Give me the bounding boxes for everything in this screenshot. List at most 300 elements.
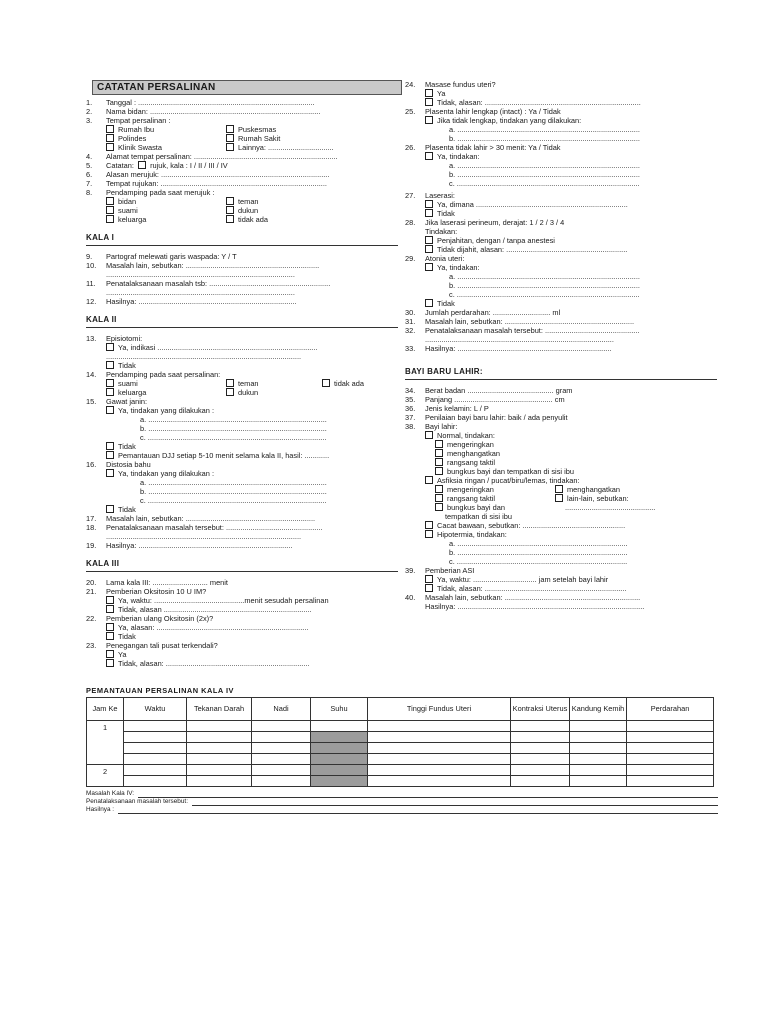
col-header: Perdarahan — [627, 698, 714, 721]
checkbox-bidan[interactable] — [106, 197, 114, 205]
option-label: Ya, tindakan: — [437, 263, 480, 272]
hasilnya-field[interactable] — [118, 806, 718, 814]
penatalaksanaan-field[interactable]: Penatalaksanaan masalah tersebut: .............................................. — [425, 326, 640, 335]
table-cell[interactable] — [570, 743, 627, 754]
checkbox-rumah-ibu[interactable] — [106, 125, 114, 133]
item-number: 37. — [405, 413, 416, 422]
table-cell[interactable] — [627, 776, 714, 787]
checkbox-menghangatkan[interactable] — [435, 449, 443, 457]
tindakan-b-field[interactable]: b. ....................................................................................... — [140, 487, 327, 496]
checkbox-episiotomi-ya[interactable] — [106, 343, 114, 351]
table-row — [87, 754, 714, 765]
alasan-merujuk-field[interactable]: Alasan merujuk: .................................................................................. — [106, 170, 330, 179]
penatalaksanaan-field[interactable]: Penatalaksanaan masalah tersebut: ............................................... — [106, 523, 323, 532]
checkbox-puskesmas[interactable] — [226, 125, 234, 133]
checkbox-asf-lain[interactable] — [555, 494, 563, 502]
partograf-field[interactable]: Partograf melewati garis waspada: Y / T — [106, 252, 237, 261]
catatan-label: Catatan: — [106, 161, 134, 170]
checkbox-penjahitan[interactable] — [425, 236, 433, 244]
bayi-lahir-label: Bayi lahir: — [425, 422, 458, 431]
item-number: 9. — [86, 252, 93, 261]
col-header: Tinggi Fundus Uteri — [368, 698, 511, 721]
item-number: 8. — [86, 188, 93, 197]
option-label: Tidak — [437, 209, 455, 218]
tindakan-label: Tindakan: — [425, 227, 458, 236]
item-number: 38. — [405, 422, 416, 431]
shaded-cell — [311, 776, 368, 787]
option-label: Polindes — [118, 134, 147, 143]
option-label: Ya, tindakan yang dilakukan : — [118, 469, 215, 478]
masase-alasan-field[interactable]: Tidak, alasan: ............................................................................ — [437, 98, 641, 107]
masalah-kala-4-field[interactable] — [138, 790, 718, 798]
tindakan-c-field[interactable]: c. ....................................................................................... — [140, 496, 327, 505]
option-label: Puskesmas — [238, 125, 277, 134]
checkbox-masase-tidak[interactable] — [425, 98, 433, 106]
table-cell[interactable] — [187, 765, 252, 776]
table-cell[interactable] — [187, 732, 252, 743]
option-label: tidak ada — [238, 215, 268, 224]
checkbox-atonia-tidak[interactable] — [425, 299, 433, 307]
tindakan-b-field[interactable]: b. ................................................................................... — [449, 548, 628, 557]
kala-4-footer — [86, 790, 718, 814]
item-number: 3. — [86, 116, 93, 125]
tindakan-b-field[interactable]: b. ......................................................................................... — [449, 170, 640, 179]
item-number: 26. — [405, 143, 416, 152]
table-cell[interactable] — [252, 776, 311, 787]
table-header-row — [87, 698, 714, 721]
checkbox-masase-ya[interactable] — [425, 89, 433, 97]
item-number: 13. — [86, 334, 97, 343]
option-label: dukun — [238, 206, 259, 215]
checkbox-laserasi-tidak[interactable] — [425, 209, 433, 217]
distosia-bahu-label: Distosia bahu — [106, 460, 151, 469]
table-row — [87, 721, 714, 732]
table-cell[interactable] — [368, 776, 511, 787]
kala-1-heading: KALA I — [86, 233, 115, 242]
checkbox-tidak-dijahit[interactable] — [425, 245, 433, 253]
checkbox-gawat-janin-ya[interactable] — [106, 406, 114, 414]
penilaian-bayi-field[interactable]: Penilaian bayi baru lahir: baik / ada penyulit — [425, 413, 568, 422]
episiotomi-ya-field[interactable]: Ya, indikasi .............................................................................. — [118, 343, 318, 352]
shaded-cell — [311, 732, 368, 743]
companion2-options — [86, 379, 398, 397]
table-cell[interactable] — [570, 732, 627, 743]
checkbox-gawat-janin-tidak[interactable] — [106, 442, 114, 450]
checkbox-suami-2[interactable] — [106, 379, 114, 387]
table-row — [87, 732, 714, 743]
hasilnya-label: Hasilnya : — [86, 806, 115, 813]
item-number: 14. — [86, 370, 97, 379]
penatalaksanaan-label: Penatalaksanaan masalah tersebut: — [86, 798, 188, 805]
option-label: Penjahitan, dengan / tanpa anestesi — [437, 236, 555, 245]
masase-fundus-label: Masase fundus uteri? — [425, 80, 496, 89]
checkbox-suami[interactable] — [106, 206, 114, 214]
checkbox-asf-bungkus[interactable] — [435, 503, 443, 511]
option-label: teman — [238, 197, 259, 206]
option-label: bidan — [118, 197, 137, 206]
checkbox-keluarga[interactable] — [106, 215, 114, 223]
item-number: 10. — [86, 261, 97, 270]
dotted-line[interactable]: ............................................................................................... — [106, 532, 302, 541]
laserasi-dimana-field[interactable]: Ya, dimana .......................................................................... — [437, 200, 628, 209]
option-label: Ya, tindakan: — [437, 152, 480, 161]
checkbox-plasenta-tidak-lengkap[interactable] — [425, 116, 433, 124]
table-cell[interactable] — [187, 721, 252, 732]
table-cell[interactable] — [627, 765, 714, 776]
item-number: 16. — [86, 460, 97, 469]
item-number: 7. — [86, 179, 93, 188]
section-divider — [86, 571, 398, 572]
table-cell[interactable] — [570, 754, 627, 765]
option-label: Lainnya: ................................ — [238, 143, 334, 152]
plasenta-lengkap-label: Plasenta lahir lengkap (intact) : Ya / Tidak — [425, 107, 561, 116]
checkbox-polindes[interactable] — [106, 134, 114, 142]
checkbox-asfiksia[interactable] — [425, 476, 433, 484]
penatalaksanaan-field[interactable] — [192, 798, 718, 806]
checkbox-laserasi-ya[interactable] — [425, 200, 433, 208]
option-label: Rumah Ibu — [118, 125, 155, 134]
tindakan-a-field[interactable]: a. ................................................................................... — [449, 539, 628, 548]
table-cell[interactable] — [627, 721, 714, 732]
option-label: keluarga — [118, 388, 147, 397]
checkbox-distosia-ya[interactable] — [106, 469, 114, 477]
hasilnya-field[interactable]: Hasilnya: ........................................................................... — [106, 541, 293, 550]
item-number: 6. — [86, 170, 93, 179]
checkbox-bungkus-bayi[interactable] — [435, 467, 443, 475]
nama-bidan-field[interactable]: Nama bidan: ................................................................................... — [106, 107, 321, 116]
tindakan-a-field[interactable]: a. ......................................................................................... — [449, 161, 640, 170]
checkbox-normal[interactable] — [425, 431, 433, 439]
item-number: 2. — [86, 107, 93, 116]
table-cell[interactable] — [627, 743, 714, 754]
hasilnya-field[interactable]: Hasilnya: ............................................................................. — [106, 297, 297, 306]
table-cell[interactable] — [252, 765, 311, 776]
item-number: 25. — [405, 107, 416, 116]
rujuk-label: rujuk, kala : I / II / III / IV — [150, 161, 228, 170]
table-cell[interactable] — [368, 721, 511, 732]
oksitosin-waktu-field[interactable]: Ya, waktu: ............................................menit sesudah persalinan — [118, 596, 329, 605]
atonia-uteri-label: Atonia uteri: — [425, 254, 465, 263]
item-number: 34. — [405, 386, 416, 395]
option-label: Hipotermia, tindakan: — [437, 530, 507, 539]
option-label: Tidak — [118, 361, 136, 370]
table-cell[interactable] — [511, 776, 570, 787]
table-cell[interactable] — [187, 776, 252, 787]
table-cell[interactable] — [511, 765, 570, 776]
shaded-cell — [311, 765, 368, 776]
checkbox-ulang-ya[interactable] — [106, 623, 114, 631]
checkbox-tidak-ada-2[interactable] — [322, 379, 330, 387]
checkbox-teman[interactable] — [226, 197, 234, 205]
option-label: mengeringkan — [447, 440, 494, 449]
table-cell[interactable] — [252, 732, 311, 743]
asi-waktu-field[interactable]: Ya, waktu: ............................... jam setelah bayi lahir — [437, 575, 609, 584]
oksitosin-alasan-field[interactable]: Tidak, alasan ........................................................................ — [118, 605, 312, 614]
item-number: 4. — [86, 152, 93, 161]
table-cell[interactable] — [124, 743, 187, 754]
item-number: 12. — [86, 297, 97, 306]
option-label: Normal, tindakan: — [437, 431, 495, 440]
hasilnya-field[interactable]: Hasilnya: ........................................................................................... — [425, 602, 645, 611]
derajat-laserasi-field[interactable]: Jika laserasi perineum, derajat: 1 / 2 / 3 / 4 — [425, 218, 565, 227]
item-number: 35. — [405, 395, 416, 404]
item-number: 15. — [86, 397, 97, 406]
item-number: 36. — [405, 404, 416, 413]
dotted-line[interactable]: ............................................................................................ — [425, 335, 614, 344]
item-number: 39. — [405, 566, 416, 575]
item-number: 11. — [86, 279, 96, 288]
hasilnya-field[interactable]: Hasilnya: ........................................................................... — [425, 344, 612, 353]
table-cell[interactable] — [511, 754, 570, 765]
table-cell[interactable] — [627, 754, 714, 765]
col-header: Kontraksi Uterus — [511, 698, 570, 721]
table-cell[interactable] — [252, 721, 311, 732]
item-number: 18. — [86, 523, 97, 532]
plasenta-tidak-lahir-label: Plasenta tidak lahir > 30 menit: Ya / Tidak — [425, 143, 561, 152]
masalah-lain-field[interactable]: Masalah lain, sebutkan: ................................................................. — [106, 261, 320, 270]
checkbox-ulang-tidak[interactable] — [106, 632, 114, 640]
checkbox-oksitosin-tidak[interactable] — [106, 605, 114, 613]
col-header: Jam Ke — [87, 698, 124, 721]
kala-4-monitoring — [86, 686, 718, 814]
alamat-field[interactable]: Alamat tempat persalinan: ...................................................................... — [106, 152, 338, 161]
tindakan-a-field[interactable]: a. ......................................................................................... — [449, 272, 640, 281]
table-cell[interactable] — [368, 743, 511, 754]
pendamping-label: Pendamping pada saat merujuk : — [106, 188, 215, 197]
checkbox-hipotermia[interactable] — [425, 530, 433, 538]
option-label: Tidak — [118, 632, 136, 641]
bayi-baru-lahir-heading: BAYI BARU LAHIR: — [405, 367, 483, 376]
table-cell[interactable] — [124, 776, 187, 787]
dotted-line[interactable]: ............................................................................................ — [106, 270, 295, 279]
option-label: dukun — [238, 388, 259, 397]
table-title: PEMANTAUAN PERSALINAN KALA IV — [86, 686, 234, 695]
table-cell[interactable] — [368, 765, 511, 776]
item-number: 17. — [86, 514, 97, 523]
tali-pusat-alasan-field[interactable]: Tidak, alasan: ...................................................................... — [118, 659, 310, 668]
right-column — [405, 80, 717, 611]
checkbox-asi-ya[interactable] — [425, 575, 433, 583]
table-cell[interactable] — [511, 743, 570, 754]
tindakan-b-field[interactable]: b. ....................................................................................... — [140, 424, 327, 433]
table-cell[interactable] — [187, 754, 252, 765]
table-cell[interactable] — [511, 732, 570, 743]
table-row — [87, 776, 714, 787]
tindakan-a-field[interactable]: a. ....................................................................................... — [140, 415, 327, 424]
option-label: menghangatkan — [567, 485, 621, 494]
checkbox-plasenta-ya[interactable] — [425, 152, 433, 160]
table-row — [87, 743, 714, 754]
item-number: 27. — [405, 191, 416, 200]
tindakan-a-field[interactable]: a. ......................................................................................... — [449, 125, 640, 134]
checkbox-rujuk[interactable] — [138, 161, 146, 169]
option-label: lain-lain, sebutkan: — [567, 494, 629, 503]
table-cell[interactable] — [252, 754, 311, 765]
item-number: 20. — [86, 578, 97, 587]
option-label: Ya — [437, 89, 446, 98]
kala-3-heading: KALA III — [86, 559, 120, 568]
checkbox-episiotomi-tidak[interactable] — [106, 361, 114, 369]
checkbox-asf-mengeringkan[interactable] — [435, 485, 443, 493]
tindakan-c-field[interactable]: c. ......................................................................................... — [449, 290, 640, 299]
shaded-cell — [311, 743, 368, 754]
option-label: keluarga — [118, 215, 147, 224]
episiotomi-label: Episiotomi: — [106, 334, 143, 343]
oksitosin-ulang-label: Pemberian ulang Oksitosin (2x)? — [106, 614, 214, 623]
pemantauan-djj-field[interactable]: Pemantauan DJJ setiap 5-10 menit selama kala II, hasil: ............ — [118, 451, 330, 460]
table-cell[interactable] — [627, 732, 714, 743]
option-label: Ya, tindakan yang dilakukan : — [118, 406, 215, 415]
oksitosin-label: Pemberian Oksitosin 10 U IM? — [106, 587, 207, 596]
section-divider — [86, 327, 398, 328]
tindakan-c-field[interactable]: c. ......................................................................................... — [449, 179, 640, 188]
table-cell[interactable] — [511, 721, 570, 732]
checkbox-oksitosin-ya[interactable] — [106, 596, 114, 604]
option-label: Klinik Swasta — [118, 143, 162, 152]
option-label: mengeringkan — [447, 485, 494, 494]
item-number: 28. — [405, 218, 416, 227]
option-label: Rumah Sakit — [238, 134, 281, 143]
tindakan-c-field[interactable]: c. ....................................................................................... — [140, 433, 327, 442]
tempat-rujukan-field[interactable]: Tempat rujukan: ................................................................................. — [106, 179, 327, 188]
checkbox-tali-pusat-tidak[interactable] — [106, 659, 114, 667]
item-number: 5. — [86, 161, 93, 170]
tali-pusat-label: Penegangan tali pusat terkendali? — [106, 641, 218, 650]
asi-alasan-field[interactable]: Tidak, alasan: ..................................................................... — [437, 584, 627, 593]
ulang-alasan-field[interactable]: Ya, alasan: .......................................................................... — [118, 623, 309, 632]
checkbox-rangsang-taktil[interactable] — [435, 458, 443, 466]
tindakan-b-field[interactable]: b. ......................................................................................... — [449, 281, 640, 290]
table-cell[interactable] — [124, 721, 187, 732]
masalah-lain-field[interactable]: Masalah lain, sebutkan: ............................................................... — [106, 514, 316, 523]
checkbox-klinik-swasta[interactable] — [106, 143, 114, 151]
item-number: 22. — [86, 614, 97, 623]
item-number: 23. — [86, 641, 97, 650]
checkbox-tidak-ada[interactable] — [226, 215, 234, 223]
laserasi-label: Laserasi: — [425, 191, 455, 200]
col-header: Kandung Kemih — [570, 698, 627, 721]
panjang-field[interactable]: Panjang ................................................ cm — [425, 395, 565, 404]
tindakan-c-field[interactable]: c. ................................................................................... — [449, 557, 628, 566]
section-divider — [405, 379, 717, 380]
pendamping-persalinan-label: Pendamping pada saat persalinan: — [106, 370, 221, 379]
dotted-line[interactable]: ............................................................................................... — [106, 352, 302, 361]
form-title: CATATAN PERSALINAN — [92, 80, 402, 95]
table-cell[interactable] — [124, 732, 187, 743]
checkbox-teman-2[interactable] — [226, 379, 234, 387]
kala-2-heading: KALA II — [86, 315, 117, 324]
lama-kala-3-field[interactable]: Lama kala III: ........................... menit — [106, 578, 228, 587]
col-header: Waktu — [124, 698, 187, 721]
item-number: 33. — [405, 344, 416, 353]
checkbox-dukun-2[interactable] — [226, 388, 234, 396]
table-row — [87, 765, 714, 776]
table-cell[interactable] — [124, 754, 187, 765]
checkbox-asf-menghangatkan[interactable] — [555, 485, 563, 493]
checkbox-atonia-ya[interactable] — [425, 263, 433, 271]
cacat-bawaan-field[interactable]: Cacat bawaan, sebutkan: .................................................. — [437, 521, 626, 530]
jumlah-perdarahan-field[interactable]: Jumlah perdarahan: ............................ ml — [425, 308, 561, 317]
checkbox-rumah-sakit[interactable] — [226, 134, 234, 142]
table-cell[interactable] — [368, 732, 511, 743]
item-number: 40. — [405, 593, 416, 602]
place-options — [86, 125, 398, 152]
col-header: Nadi — [252, 698, 311, 721]
option-label: Jika tidak lengkap, tindakan yang dilakukan: — [437, 116, 582, 125]
berat-badan-field[interactable]: Berat badan .......................................... gram — [425, 386, 573, 395]
checkbox-keluarga-2[interactable] — [106, 388, 114, 396]
table-cell[interactable] — [570, 721, 627, 732]
table-cell[interactable] — [124, 765, 187, 776]
masalah-lain-field[interactable]: Masalah lain, sebutkan: .................................................................. — [425, 593, 641, 602]
option-label: suami — [118, 379, 138, 388]
item-number: 19. — [86, 541, 97, 550]
tindakan-a-field[interactable]: a. ....................................................................................... — [140, 478, 327, 487]
item-number: 29. — [405, 254, 416, 263]
table-cell[interactable] — [570, 776, 627, 787]
companion-options — [86, 197, 398, 224]
option-label: tidak ada — [334, 379, 364, 388]
table-cell[interactable] — [311, 721, 368, 732]
option-label: rangsang taktil — [447, 494, 496, 503]
checkbox-lainnya[interactable] — [226, 143, 234, 151]
checkbox-mengeringkan[interactable] — [435, 440, 443, 448]
penatalaksanaan-field[interactable]: Penatalaksanaan masalah tsb: ........................................................... — [106, 279, 331, 288]
table-cell[interactable] — [570, 765, 627, 776]
lain-lain-field[interactable]: ............................................ — [565, 503, 656, 512]
shaded-cell — [311, 754, 368, 765]
option-label: Tidak — [118, 505, 136, 514]
option-label: teman — [238, 379, 259, 388]
item-number: 24. — [405, 80, 416, 89]
option-label: Asfiksia ringan / pucat/biru/lemas, tindakan: — [437, 476, 580, 485]
masalah-lain-field[interactable]: Masalah lain, sebutkan: ............................................................... — [425, 317, 635, 326]
option-label: Tidak — [437, 299, 455, 308]
jenis-kelamin-field[interactable]: Jenis kelamin: L / P — [425, 404, 489, 413]
option-label: suami — [118, 206, 138, 215]
checkbox-tali-pusat-ya[interactable] — [106, 650, 114, 658]
section-divider — [86, 245, 398, 246]
table-cell[interactable] — [368, 754, 511, 765]
item-number: 31. — [405, 317, 416, 326]
table-cell[interactable] — [187, 743, 252, 754]
masalah-kala-4-label: Masalah Kala IV: — [86, 790, 135, 797]
option-label: bungkus bayi dan — [447, 503, 505, 512]
checkbox-asi-tidak[interactable] — [425, 584, 433, 592]
item-number: 21. — [86, 587, 97, 596]
col-header: Tekanan Darah — [187, 698, 252, 721]
checkbox-dukun[interactable] — [226, 206, 234, 214]
checkbox-pemantauan-djj[interactable] — [106, 451, 114, 459]
col-header: Suhu — [311, 698, 368, 721]
checkbox-asf-rangsang[interactable] — [435, 494, 443, 502]
item-number: 32. — [405, 326, 416, 335]
tanggal-field[interactable]: Tanggal : ...................................................................................... — [106, 98, 315, 107]
option-label: Tidak — [118, 442, 136, 451]
hour-cell: 2 — [87, 765, 124, 787]
item-number: 1. — [86, 98, 93, 107]
checkbox-distosia-tidak[interactable] — [106, 505, 114, 513]
tempat-persalinan-label: Tempat persalinan : — [106, 116, 171, 125]
dotted-line[interactable]: ............................................................................................ — [106, 288, 295, 297]
option-label: menghangatkan — [447, 449, 501, 458]
tidak-dijahit-field[interactable]: Tidak dijahit, alasan: ........................................................... — [437, 245, 628, 254]
option-label: bungkus bayi dan tempatkan di sisi ibu — [447, 467, 574, 476]
checkbox-cacat-bawaan[interactable] — [425, 521, 433, 529]
tindakan-b-field[interactable]: b. ......................................................................................... — [449, 134, 640, 143]
table-cell[interactable] — [252, 743, 311, 754]
option-label: rangsang taktil — [447, 458, 496, 467]
